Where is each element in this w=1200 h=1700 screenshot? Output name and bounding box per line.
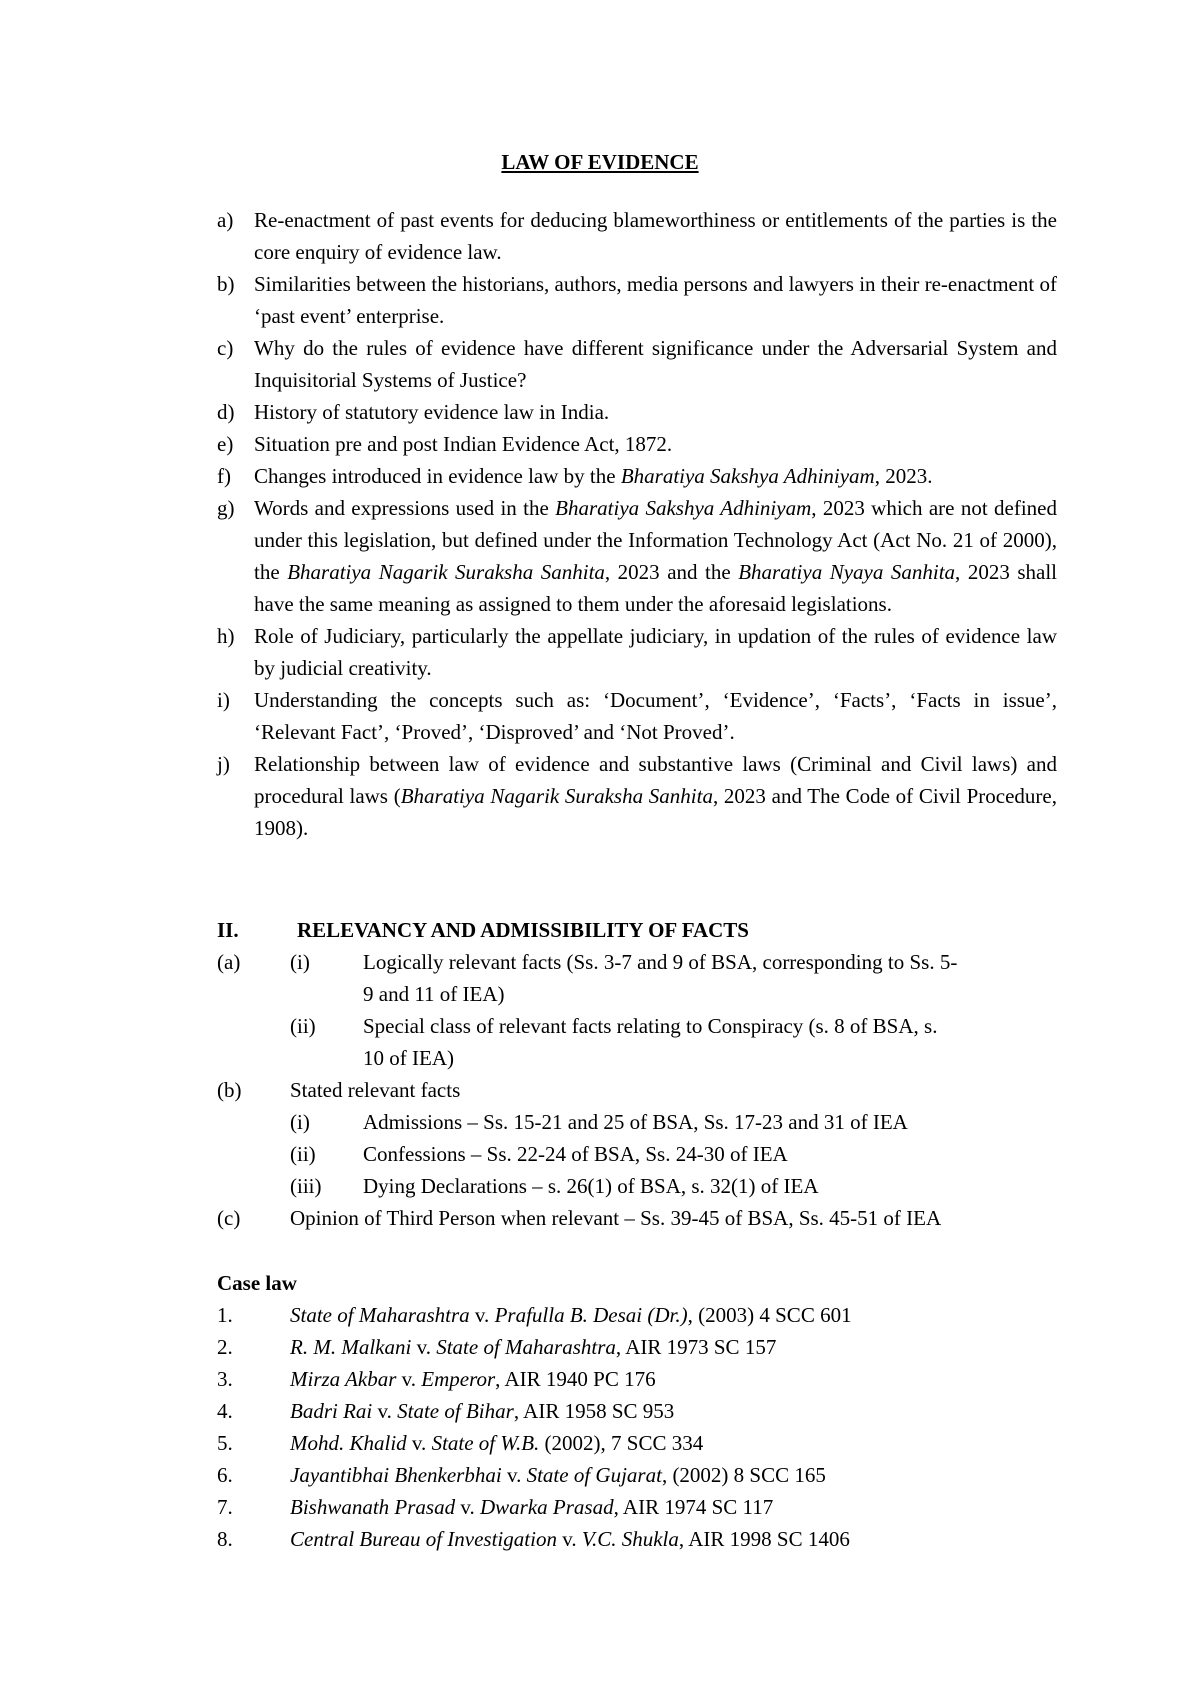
intro-item-marker: h) (217, 624, 235, 648)
section-number: II. (217, 918, 239, 942)
case-item (217, 1459, 1057, 1491)
intro-item-text: History of statutory evidence law in India. (254, 400, 610, 424)
case-versus: v. (501, 1463, 527, 1487)
case-party-2: State of Gujarat (526, 1463, 662, 1487)
intro-item-text: Understanding the concepts such as: ‘Document’, ‘Evidence’, ‘Facts’, ‘Facts in issue’, ‘Relevant Fact’, ‘Proved’, ‘Disproved’ and ‘Not Proved’. (254, 688, 1057, 744)
case-reference: , AIR 1958 SC 953 (513, 1399, 675, 1423)
case-reference: , AIR 1973 SC 157 (615, 1335, 777, 1359)
outline-text: Admissions – Ss. 15-21 and 25 of BSA, Ss. 17-23 and 31 of IEA (363, 1110, 908, 1134)
intro-item-marker: d) (217, 400, 235, 424)
outline-submarker: (i) (290, 950, 310, 974)
intro-item-italic-text: Bharatiya Nagarik Suraksha Sanhita (287, 560, 605, 584)
relevancy-outline (217, 946, 1057, 1234)
case-versus: v. (372, 1399, 398, 1423)
outline-row (217, 1202, 1057, 1234)
case-citation (290, 1299, 852, 1331)
case-versus: v. (411, 1335, 437, 1359)
case-item (217, 1523, 1057, 1555)
intro-item-italic-text: Bharatiya Sakshya Adhiniyam (555, 496, 812, 520)
outline-text: 9 and 11 of IEA) (363, 982, 505, 1006)
case-reference: , AIR 1998 SC 1406 (678, 1527, 850, 1551)
case-citation (290, 1427, 703, 1459)
intro-item-text: Re-enactment of past events for deducing blameworthiness or entitlements of the parties is the core enquiry of evidence law. (254, 208, 1057, 264)
case-citation (290, 1459, 826, 1491)
intro-topic-list (217, 204, 1057, 844)
case-citation (290, 1523, 850, 1555)
intro-item (217, 332, 1057, 396)
intro-item-marker: c) (217, 336, 234, 360)
section-title: RELEVANCY AND ADMISSIBILITY OF FACTS (297, 918, 749, 942)
outline-text: Opinion of Third Person when relevant – Ss. 39-45 of BSA, Ss. 45-51 of IEA (290, 1206, 942, 1230)
case-citation (290, 1363, 656, 1395)
outline-row (217, 1106, 1057, 1138)
intro-item-text: Changes introduced in evidence law by the (254, 464, 621, 488)
intro-item (217, 268, 1057, 332)
intro-item-marker: f) (217, 464, 231, 488)
intro-item-marker: a) (217, 208, 234, 232)
outline-text: Dying Declarations – s. 26(1) of BSA, s. 32(1) of IEA (363, 1174, 819, 1198)
case-number: 1. (217, 1303, 233, 1327)
case-party-1: Mohd. Khalid (290, 1431, 407, 1455)
case-versus: v. (469, 1303, 495, 1327)
outline-row (217, 1170, 1057, 1202)
case-citation (290, 1331, 776, 1363)
intro-item-text: Why do the rules of evidence have different significance under the Adversarial System and Inquisitorial Systems of Justice? (254, 336, 1057, 392)
intro-item-text: , 2023 which are not defined under this legislation, but defined under the Information Technology Act (Act No. 21 of 2000), the (254, 496, 1057, 584)
case-law-heading: Case law (217, 1271, 297, 1295)
case-party-2: Dwarka Prasad (480, 1495, 614, 1519)
intro-item (217, 396, 1057, 428)
intro-item (217, 428, 1057, 460)
case-party-2: V.C. Shukla (581, 1527, 679, 1551)
intro-item (217, 620, 1057, 684)
case-number: 8. (217, 1527, 233, 1551)
case-reference: , (2002) 8 SCC 165 (661, 1463, 826, 1487)
case-party-1: Badri Rai (290, 1399, 373, 1423)
outline-submarker: (iii) (290, 1174, 322, 1198)
intro-item (217, 684, 1057, 748)
case-party-1: Jayantibhai Bhenkerbhai (290, 1463, 502, 1487)
case-party-1: Central Bureau of Investigation (290, 1527, 557, 1551)
case-item (217, 1363, 1057, 1395)
case-number: 6. (217, 1463, 233, 1487)
case-party-1: Bishwanath Prasad (290, 1495, 456, 1519)
intro-item (217, 204, 1057, 268)
case-number: 4. (217, 1399, 233, 1423)
case-number: 5. (217, 1431, 233, 1455)
case-reference: , AIR 1974 SC 117 (613, 1495, 774, 1519)
intro-item (217, 460, 1057, 492)
intro-item (217, 492, 1057, 620)
case-item (217, 1427, 1057, 1459)
case-law-list (217, 1299, 1057, 1555)
outline-row (217, 1074, 1057, 1106)
outline-row (217, 1010, 1057, 1042)
case-reference: , AIR 1940 PC 176 (495, 1367, 656, 1391)
case-party-2: State of Maharashtra (436, 1335, 616, 1359)
intro-item-text: Words and expressions used in the (254, 496, 556, 520)
case-party-1: R. M. Malkani (290, 1335, 412, 1359)
outline-submarker: (ii) (290, 1014, 316, 1038)
intro-item-marker: g) (217, 496, 235, 520)
intro-item-text: , 2023. (874, 464, 933, 488)
case-versus: v. (396, 1367, 422, 1391)
case-party-2: Emperor (421, 1367, 496, 1391)
case-reference: (2002), 7 SCC 334 (539, 1431, 704, 1455)
outline-submarker: (i) (290, 1110, 310, 1134)
intro-item-marker: b) (217, 272, 235, 296)
intro-item-text: Relationship between law of evidence and substantive laws (Criminal and Civil laws) and procedural laws ( (254, 752, 1057, 808)
case-versus: v. (556, 1527, 582, 1551)
case-party-2: State of W.B. (431, 1431, 540, 1455)
intro-item-text: , 2023 and the (604, 560, 739, 584)
outline-marker: (b) (217, 1078, 242, 1102)
intro-item-marker: e) (217, 432, 234, 456)
outline-text: Special class of relevant facts relating to Conspiracy (s. 8 of BSA, s. (363, 1014, 938, 1038)
outline-text: Logically relevant facts (Ss. 3-7 and 9 of BSA, corresponding to Ss. 5- (363, 950, 958, 974)
case-party-1: Mirza Akbar (290, 1367, 397, 1391)
case-item (217, 1331, 1057, 1363)
intro-item (217, 748, 1057, 844)
case-citation (290, 1395, 674, 1427)
intro-item-text: Similarities between the historians, authors, media persons and lawyers in their re-enactment of ‘past event’ enterprise. (254, 272, 1057, 328)
outline-row (217, 946, 1057, 978)
intro-item-text: Role of Judiciary, particularly the appellate judiciary, in updation of the rules of evidence law by judicial creativity. (254, 624, 1057, 680)
case-number: 2. (217, 1335, 233, 1359)
case-item (217, 1395, 1057, 1427)
case-versus: v. (455, 1495, 480, 1519)
outline-text: Confessions – Ss. 22-24 of BSA, Ss. 24-30 of IEA (363, 1142, 788, 1166)
outline-row (217, 1042, 1057, 1074)
case-party-1: State of Maharashtra (290, 1303, 470, 1327)
intro-item-marker: j) (217, 752, 230, 776)
case-party-2: State of Bihar (397, 1399, 514, 1423)
intro-item-text: Situation pre and post Indian Evidence Act, 1872. (254, 432, 673, 456)
case-party-2: Prafulla B. Desai (Dr.) (494, 1303, 688, 1327)
case-citation (290, 1491, 773, 1523)
intro-item-text: , 2023 and The Code of Civil Procedure, 1908). (254, 784, 1057, 840)
outline-marker: (a) (217, 950, 241, 974)
intro-item-italic-text: Bharatiya Nagarik Suraksha Sanhita (400, 784, 713, 808)
case-item (217, 1491, 1057, 1523)
outline-row (217, 1138, 1057, 1170)
intro-item-italic-text: Bharatiya Nyaya Sanhita (738, 560, 956, 584)
outline-text: Stated relevant facts (290, 1078, 461, 1102)
outline-text: 10 of IEA) (363, 1046, 454, 1070)
intro-item-italic-text: Bharatiya Sakshya Adhiniyam (620, 464, 875, 488)
case-reference: , (2003) 4 SCC 601 (687, 1303, 852, 1327)
outline-submarker: (ii) (290, 1142, 316, 1166)
document-title: LAW OF EVIDENCE (501, 150, 699, 174)
outline-marker: (c) (217, 1206, 241, 1230)
intro-item-text: , 2023 shall have the same meaning as assigned to them under the aforesaid legislations. (254, 560, 1057, 616)
case-number: 7. (217, 1495, 233, 1519)
outline-row (217, 978, 1057, 1010)
case-number: 3. (217, 1367, 233, 1391)
case-versus: v. (406, 1431, 432, 1455)
intro-item-marker: i) (217, 688, 230, 712)
case-item (217, 1299, 1057, 1331)
